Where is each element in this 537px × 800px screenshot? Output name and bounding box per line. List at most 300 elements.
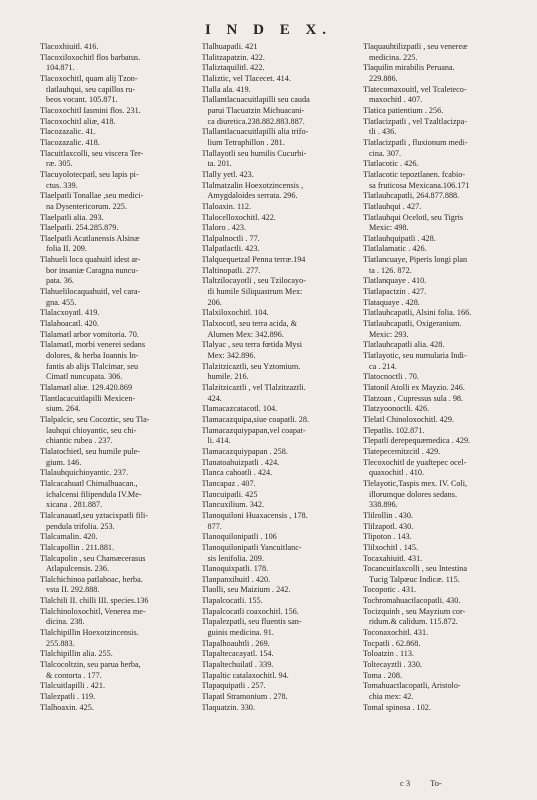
index-entry [363,276,515,287]
index-entry [40,575,192,596]
index-entry-line: bor insaniæ Caragna nuncu- [46,265,139,275]
index-entry-line: Tlelatl Chinoloxochitl. 429. [363,414,454,424]
index-entry-line: Tocizquinh , seu Mayzium cor- [363,606,466,616]
index-entry-line: Tlepatli derepequæmedica . 429. [363,436,471,446]
index-entry-line: Tlatlauhqui . 427. [363,201,422,211]
index-entry-line: Tlalocelloxochitl. 422. [201,212,276,222]
index-entry-line: Tlilzapotl. 430. [363,521,414,531]
index-entry [202,671,354,682]
index-entry-line: Tlalpalnoctli . 77. [201,233,260,243]
index-entry-line: Tlalxiloxochitl. 104. [201,308,269,318]
index-entry-line: Cimatl nuncupata. 306. [46,372,123,382]
index-entry [40,394,192,415]
index-entry-line: Tlanoquilonipatli Yancuitlanc- [201,542,302,552]
index-entry-line: dolores, & herba Ioannis In- [46,351,139,361]
index-entry-line: Tlapalcocatli coaxochitl. 156. [201,606,299,616]
index-entry-line: Tlalpalcic, seu Cocoztic, seu Tla- [40,414,150,424]
index-entry-line: ca diuretica.238.882.883.887. [207,116,305,126]
index-entry-line: Tlanpanxihuitl . 420. [201,574,271,584]
index-entry [202,244,354,255]
index-entry-line: Tlapaquipatli . 257. [201,681,266,691]
index-entry [40,308,192,319]
signature-mark: c 3 [400,778,411,788]
index-entry [40,42,192,53]
index-entry-line: ca . 214. [369,361,397,371]
index-entry-line: Tomahuactlacopatli, Aristolo- [363,681,461,691]
index-entry-line: Tlatepecemitzcitl . 429. [363,446,441,456]
index-entry [363,85,515,106]
index-entry-line: fantis ab alijs Tlalcimar, seu [46,361,139,371]
index-entry-line: Tlamacazcatacotl. 104. [201,404,278,414]
index-entry [40,340,192,383]
index-entry [40,213,192,224]
index-entry-line: 206. [207,297,222,307]
index-entry-line: Tlalchipillin alia. 255. [40,649,113,659]
index-entry-line: Tlaquilin mirabilis Peruana. [363,63,455,73]
index-entry-line: Toltecayztli . 330. [363,660,422,670]
index-entry-line: ctus. 339. [46,180,78,190]
index-entry [40,383,192,394]
index-entry [40,106,192,117]
index-entry-line: Tlaelpatli alia. 293. [40,212,104,222]
index-entry [40,596,192,607]
index-entry-line: Tlacuyolotecpatl, seu lapis pi- [40,169,139,179]
index-entry-line: Tlaloaxin. 112. [201,201,251,211]
index-entry-line: Tlalzitzicaztli , vel Tlalzitzaztli. [201,383,306,392]
index-entry-line: Tlalcapollin . 211.881. [40,542,115,552]
index-entry-line: cina. 307. [369,148,402,158]
index-entry [202,585,354,596]
index-entry-line: Tlamacazquipa,siue coapatli. 28. [201,414,310,424]
index-entry [40,191,192,212]
index-entry [40,287,192,308]
index-entry-line: humile. 216. [207,372,249,382]
index-entry [363,340,515,351]
index-entry [363,213,515,234]
index-entry [363,234,515,245]
index-entry-line: Tlalcanauatl,seu yztacixpatli fili- [40,510,148,520]
index-entry-line: Tlacoxochitl Iasmini flos. 231. [40,105,141,115]
index-entry [363,372,515,383]
index-entry-line: Tlalamatl arbor vomitoria. 70. [40,329,139,339]
index-entry [363,703,515,714]
index-entry [363,351,515,372]
index-entry-line: Mex: 342.896. [207,351,256,361]
index-entry-line: na Dysentericorum. 225. [46,201,127,211]
index-entry-line: Tlanoquixpatli. 178. [201,564,269,574]
index-entry-line: Tlaltzilocayotli , seu Tzilocayo- [201,276,306,286]
index-entry [363,42,515,63]
index-entry [363,415,515,426]
index-entry-line: Tlatlacotic tepoztlanen. fcabio- [363,169,466,179]
index-entry [202,404,354,415]
index-entry [202,42,354,53]
index-entry [363,63,515,84]
catchword: To- [430,778,442,788]
index-entry-line: gium. 146. [46,457,82,467]
index-entry-line: Tlalchipillin Hoexotzincensis. [40,628,139,638]
index-entry [40,149,192,170]
index-entry-line: Tlilrollin . 430. [363,510,414,520]
index-entry-line: Tlantlacacuitlapilli Mexicen- [40,393,136,403]
index-entry-line: Tlilxochitl . 145. [363,542,419,552]
index-entry [202,692,354,703]
index-entry-line: Mexic: 498. [369,223,409,233]
index-entry-line: gna. 455. [46,297,77,307]
index-entry [202,85,354,96]
index-entry-line: lauhqui chioyantic, seu chi- [46,425,137,435]
index-entry [363,319,515,340]
index-entry-line: Tlaloro . 423. [201,223,247,233]
index-entry-line: Tlalxocotl, seu terra acida, & [201,319,297,329]
index-entry [363,244,515,255]
index-entry-line: Tlalcapolin , seu Chamæcerasus [40,553,146,563]
index-entry-line: Toma . 208. [363,670,402,680]
index-entry-line: Tlalacxoyatl. 419. [40,308,100,318]
index-entry-line: Tlatlauhqui Ocelotl, seu Tigris [363,212,464,222]
index-entry [40,447,192,468]
index-entry [363,543,515,554]
index-entry-line: Tlapaltic catalaxochitl. 94. [201,670,289,680]
index-entry-line: Tlepatlis. 102.871. [363,425,425,435]
index-entry [202,564,354,575]
index-entry-line: maxochitl . 407. [369,95,423,105]
index-entry-line: Tlallantlacuacuitlapilli alia trifo- [201,127,309,137]
index-entry-line: Tlaelpatli Acatlanensis Alsinæ [40,233,140,243]
index-entry [202,213,354,224]
index-entry [40,681,192,692]
index-entry [202,607,354,618]
index-entry [363,308,515,319]
index-entry-line: Tlatzoan , Cupressus sula . 98. [363,393,464,403]
index-entry [40,479,192,511]
index-entry-line: 104.871. [46,63,75,73]
index-entry-line: Tlataquaye . 428. [363,297,420,307]
index-entry [202,202,354,213]
index-entry [40,74,192,106]
index-entry [202,234,354,245]
index-entry-line: Tlapalcocatli. 155. [201,596,263,606]
index-entry-line: Tlaliztaquilitl. 422. [201,63,265,73]
index-entry-line: xicana . 281.887. [46,500,103,510]
index-entry-line: Tlatlancuaye, Piperis longi plan [363,255,468,265]
index-entry-line: Tlamacazquiypapan . 258. [201,446,288,456]
index-entry-line: Tlalla ala. 419. [201,84,251,94]
index-entry [363,404,515,415]
index-entry [363,639,515,650]
index-entry [363,436,515,447]
index-entry [202,490,354,501]
index-entry [363,564,515,585]
index-entry-line: Tlanoquiloni Huaxacensis , 178. [201,510,308,520]
index-entry [202,63,354,74]
index-entry [363,202,515,213]
index-entry-line: Tlaolli, seu Maizium . 242. [201,585,291,595]
index-entry-line: Tlamacazquiypapan,vel coapat- [201,425,306,435]
index-entry-line: Tlatlauhcapatli, Alsini folia. 166. [363,308,472,318]
index-entry [363,394,515,405]
index-entry [40,53,192,74]
index-entry [40,138,192,149]
index-entry-line: Tlapaltecacayatl. 154. [201,649,274,659]
index-entry-line: Tlacozazalic. 418. [40,137,100,147]
index-entry [202,596,354,607]
index-entry-line: Tlalamatl aliæ. 129.420.869 [40,383,133,392]
index-entry-line: 424. [207,393,222,403]
index-entry-line: Tlalamatl, morbi venerei sedans [40,340,146,350]
index-entry-line: pata. 36. [46,276,74,286]
index-entry-line: guinis medicina. 91. [207,628,274,638]
index-entry [202,276,354,308]
index-entry-line: Tlacoxiloxochitl flos barbatus. [40,52,141,62]
index-entry-line: Tlatlacizpatli , fluxionum medi- [363,137,468,147]
index-entry-line: Tlacuitlaxcolli, seu viscera Ter- [40,148,144,158]
index-entry [40,703,192,714]
index-entry-line: Atlapulcensis. 236. [46,564,109,574]
index-entry [40,554,192,575]
index-entry-line: Tlatlauhcapatli alia. 428. [363,340,445,350]
index-entry [202,181,354,202]
index-entry-line: Tlallantlacuacuitlapilli seu cauda [201,95,310,105]
index-columns [40,42,515,762]
index-entry-line: beos vocant. 105.871. [46,95,118,105]
index-entry [363,106,515,117]
index-entry-line: li. 414. [207,436,231,446]
index-column-1 [40,42,192,762]
index-entry-line: ta. 201. [207,159,232,169]
index-entry [363,532,515,543]
index-entry [202,660,354,671]
index-entry-line: Tlanatoahuizpatli . 424. [201,457,280,467]
index-entry-line: Tlatica patientium . 256. [363,105,444,115]
index-entry-line: ræ. 305. [46,159,73,169]
index-entry-line: Tlaquauhtilizpatli , seu venereæ [363,42,468,51]
index-entry-line: Tocpatli . 62.868. [363,638,421,648]
index-entry-line: Tlatlayotic, seu numularia Indi- [363,351,467,361]
index-entry-line: 255.883. [46,638,75,648]
page-footer [400,778,460,788]
index-entry [202,308,354,319]
index-entry [40,649,192,660]
index-entry-line: chia mex: 42. [369,692,414,702]
index-entry [363,554,515,565]
index-entry-line: Tlalchili II. chilli III. species.136 [40,596,149,606]
index-entry [40,319,192,330]
index-entry-line: Tocaxahiuitl. 431. [363,553,423,563]
index-entry-line: Tlalcacahuatl Chimalhuacan., [40,478,138,488]
index-entry [40,415,192,447]
index-entry [202,415,354,426]
index-entry-line: & contorta . 177. [46,670,102,680]
index-entry [363,479,515,511]
index-entry-line: Tlalatochietl, seu humile pule- [40,446,141,456]
index-entry-line: lium Tetraphillon . 281. [207,137,285,147]
index-entry-line: Tlalquequetzal Penna terræ.194 [201,255,306,265]
index-entry-line: sium. 264. [46,404,81,414]
index-entry [363,522,515,533]
index-entry [40,543,192,554]
index-entry [202,532,354,543]
index-entry-line: Tocancuitlaxcolli , seu Intestina [363,564,468,574]
index-entry [363,511,515,522]
index-entry [363,159,515,170]
index-entry-line: Tlahueli loca quahuitl idest ar- [40,255,141,265]
index-entry-line: folia II. 209. [46,244,87,254]
index-entry-line: Tlipoton . 143. [363,532,412,542]
index-entry-line: illorumque dolores sedans. [369,489,457,499]
index-entry [363,671,515,682]
index-entry-line: Tlalchinoloxochitl, Venerea me- [40,606,146,616]
index-entry [363,426,515,437]
index-entry-line: Tlatzyoonoctli. 426. [363,404,430,414]
index-entry-line: tlatlauhqui, seu capillos ru- [46,84,136,94]
index-entry [202,255,354,266]
index-entry [363,383,515,394]
index-entry [363,287,515,298]
index-entry-line: parui Tlacuatzin Michuacani- [207,105,305,115]
index-entry-line: Tlelayotic,Taspis mex. IV. Coli, [363,478,468,488]
index-entry-line: Tocopotic . 431. [363,585,417,595]
index-entry-line: Tlallayotli seu humilis Cucurbi- [201,148,307,158]
index-entry-line: Toconaxochitl. 431. [363,628,429,638]
index-entry [363,170,515,191]
index-entry-line: 338.896. [369,500,398,510]
index-entry [202,511,354,532]
index-entry [202,340,354,361]
index-entry [40,660,192,681]
index-entry [202,639,354,650]
index-entry [363,596,515,607]
index-entry [202,149,354,170]
index-heading: I N D E X. [204,22,333,38]
index-entry-line: Tlaliztic, vel Tlacecet. 414. [201,73,291,83]
index-entry-line: Tlatlalamatic . 426. [363,244,427,254]
index-entry [40,692,192,703]
index-entry [202,426,354,447]
index-entry-line: Tlahuelilocaquahuitl, vel cara- [40,287,141,297]
index-entry-line: medicina. 225. [369,52,418,62]
index-entry [202,319,354,340]
index-entry-line: vsta II. 292.888. [46,585,100,595]
index-entry [202,95,354,127]
index-entry-line: Tlally yetl. 423. [201,169,254,179]
index-entry [202,703,354,714]
index-entry-line: Tochromahuactlacopatli. 430. [363,596,461,606]
index-entry [363,255,515,276]
index-entry-line: Tlalitzapatzin. 422. [201,52,265,62]
index-entry-line: Tlaelpatli Tonallae ,seu medici- [40,191,144,201]
index-entry-line: ichalcensi filipendula IV.Me- [46,489,142,499]
index-entry-line: Tlatlacotic . 426. [363,159,419,169]
index-entry-line: Tlanca cahoatli . 424. [201,468,273,478]
index-entry-line: Tomal spinosa . 102. [363,702,431,712]
index-entry [40,532,192,543]
index-entry-line: Tlapatl Stramonium . 278. [201,692,288,702]
index-entry [202,170,354,181]
index-entry [202,447,354,458]
index-entry-line: Tlatlanquaye . 410. [363,276,427,286]
index-entry [40,117,192,128]
index-entry-line: dicina. 238. [46,617,85,627]
index-entry-line: Tlacoxhiuitl. 416. [40,42,99,51]
index-entry-line: Tlapaltechuilatl . 339. [201,660,274,670]
index-entry-line: ta . 126. 872. [369,265,412,275]
index-entry [363,585,515,596]
index-entry-line: Tlatonil Atolli ex Mayzio. 246. [363,383,465,392]
index-entry [202,127,354,148]
index-entry [363,660,515,671]
index-entry-line: Tlancuxilium. 342. [201,500,265,510]
index-entry-line: Tlalcuitlapilli . 421. [40,681,106,691]
index-entry-line: Tlalezpatli . 119. [40,692,96,702]
index-entry-line: sa fruticosa Mexicana.106.171 [369,180,470,190]
index-entry [40,468,192,479]
index-entry-line: 229.886. [369,73,398,83]
index-entry-line: Toloatzin . 113. [363,649,414,659]
index-entry [202,458,354,469]
index-entry [40,234,192,255]
index-entry-line: Tlapalezpatli, seu fluentis san- [201,617,302,627]
index-column-2 [202,42,354,762]
index-entry-line: Tlatecomaxouitl, vel Tcaleteco- [363,84,467,94]
index-entry-line: Tlacoxochitl, quam alij Tzon- [40,73,138,83]
index-entry-line: Amygdaloides serrata. 296. [207,191,298,201]
index-entry-line: Tlatlauhquipatli . 428. [363,233,436,243]
index-entry [202,53,354,64]
index-entry-line: Tlalhoaxin. 425. [40,702,94,712]
index-entry [363,628,515,639]
index-entry [202,543,354,564]
index-entry [202,649,354,660]
index-entry-line: Tlalyac , seu terra fœtida Mysi [201,340,302,350]
index-entry [363,649,515,660]
index-entry-line: Tlalauhquichioyantic. 237. [40,468,128,478]
index-entry [40,330,192,341]
index-entry-line: 877. [207,521,222,531]
index-entry [40,607,192,628]
index-entry [40,170,192,191]
index-entry [363,458,515,479]
index-entry-line: Tlatlauhcapatli, Oxigeranium. [363,319,462,329]
index-entry [40,223,192,234]
index-entry-line: Tlapalhoauhtli . 269. [201,638,270,648]
index-entry-line: pendula trifolia. 253. [46,521,115,531]
index-entry [202,468,354,479]
index-entry-line: Tlatlacizpatli , vel Tzaltlacizpa- [363,116,467,126]
index-entry [202,500,354,511]
index-entry-line: Tlatocnoctli . 70. [363,372,419,382]
index-entry-line: Mexic: 293. [369,329,409,339]
index-entry [202,575,354,586]
index-entry [202,479,354,490]
index-entry [363,138,515,159]
index-entry [363,681,515,702]
index-entry [363,607,515,628]
index-entry-line: tli . 436. [369,127,397,137]
index-entry [40,628,192,649]
index-entry-line: Alumen Mex: 342.896. [207,329,284,339]
index-entry-line: Tlalcocoltzin, seu parua herba, [40,660,141,670]
index-entry [40,127,192,138]
index-entry-line: chiantic rubea . 237. [46,436,113,446]
index-entry-line: sis lenifolia. 209. [207,553,264,563]
index-column-3 [363,42,515,762]
index-entry-line: Tlacoxochitl aliæ, 418. [40,116,116,126]
index-entry-line: Tlalcamalin. 420. [40,532,98,542]
index-entry-line: Tlalmatzalin Hoexotzincensis , [201,180,304,190]
index-entry [40,255,192,287]
index-entry-line: Tlatlapactzin . 427. [363,287,427,297]
